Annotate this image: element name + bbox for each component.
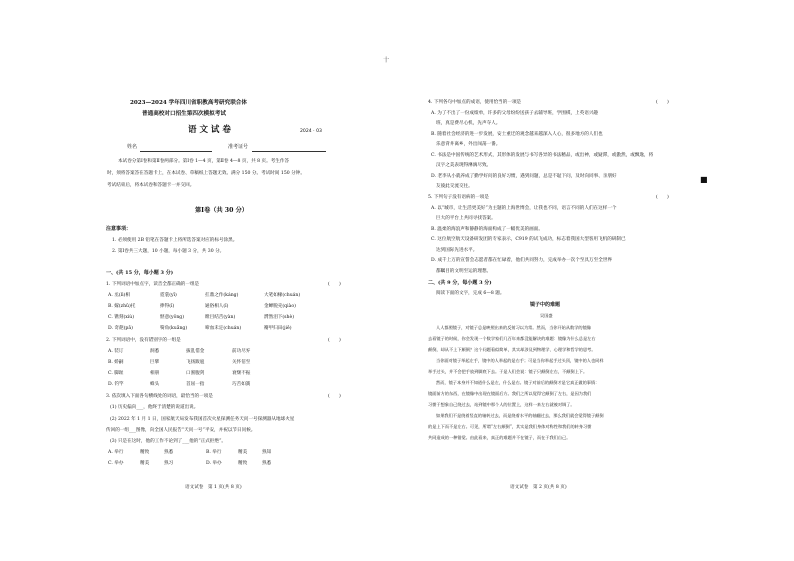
article-line-7: 镜面前方的东西，在镜像中出现在镜面后方。我们之所以觉得它颠倒了左右，是因为我们 [428,391,592,396]
q2-option-b-4: 关怀倍至 [232,360,251,365]
answer-paren-q4: ( ) [656,100,669,105]
q4-line-5: C. 书法是中国传统的艺术形式，其形体的发展与书写各异的书法精品，或出神，或疑滞，或傲然，或飘逸，将 [431,153,654,158]
q3-option-c-2: 精美 [140,461,150,466]
answer-paren-q1: ( ) [328,282,341,287]
intro-line-2: 时，须将答案答在答题卡上，在本试卷、草稿纸上答题无效。满分 150 分。考试时间 150 分钟。 [107,171,305,176]
q3-option-a-3: 熟悉 [164,450,174,455]
q1-option-c-2: 惬意(yǒng) [160,315,185,320]
section1-title: 一、(共 15 分，每小题 3 分) [106,270,174,276]
q5-line-3: B. 温柔的海浪声和静静的海面构成了一幅优美的画面。 [431,227,543,232]
q4-line-1: A. 为了不出了一份成绩单，许多的父母纷纷送孩子去辅导班，学围棋，上英语兴趣 [431,111,599,116]
q5-line-6: D. 成千上万的宣誓会志愿者都在忙碌着，他们共同努力，完成举办一次个至具万至全世界 [431,258,613,263]
question-3: 3. 依次填入下面各句横线处的词语，最恰当的一项是 [106,394,213,399]
article-line-11: 共同造成的一种错觉。由此看来，真正的难题并不在镜子，而在于我们自己。 [428,435,571,440]
q4-line-4: 乐意背井离乡，外出闯荡一番。 [436,142,501,147]
article-line-1: 人人都照镜子，对镜子总是映照出来的反射习以为常。然而，当你开始从数学的镜像 [436,325,591,330]
q5-line-2: 巨大的平台上共同寻找答案。 [436,216,496,221]
q3-option-d-3: 熟悉 [262,461,272,466]
q1-option-b-4: 金蝉脱壳(qiào) [264,304,296,309]
question-2: 2. 下列词语中，没有错别字的一组是 [106,338,181,343]
article-line-5: 举手过头，并不会把手放到脚底下去。于是人们会说：镜子只颠倒左右，不颠倒上下。 [428,369,588,374]
part1-title: 第Ⅰ卷（共 30 分） [195,207,248,214]
q2-option-a-1: A. 装订 [108,349,124,354]
name-label: 姓名 [127,144,138,150]
article-line-2: 去看镜子的时候，你会发现一个数学家们几百年来都没能解决的难题：镜像为什么总是左右 [428,336,596,341]
q2-option-c-3: 口蜜腹剑 [186,371,205,376]
question-5: 5. 下列句子没有语病的一项是 [428,195,489,200]
q3-option-b-3: 熟知 [262,450,272,455]
q5-line-1: A. 以“城市，让生活更美好”为主题的上海世博会，让我也不同，语言不同的人们在这样一个 [431,206,617,211]
article-line-4: 当你面对镜子举起左手，镜中的人举起的是右手；可是当你举起手过头顶，镜中的人也同样 [436,358,604,363]
q1-option-a-2: 霓裳(yī) [160,293,177,298]
article-line-6: 然而，镜子本身并不知道什么是左，什么是右。镜子对前后的颠倒才是它真正做的事情： [436,380,600,385]
ticket-label: 准考证号 [228,144,249,150]
page-footer-right: 语文试卷 第 2 页(共 8 页) [510,485,567,490]
article-line-10: 的是上下而不是左右。可见，所谓“左右颠倒”，其实是我们身体对称性和我们的转身习惯 [428,424,592,429]
q2-option-d-1: D. 钓竿 [108,382,124,387]
q4-line-8: 友彼此交流交往。 [436,184,473,189]
subject-title: 语 文 试 卷 [188,125,231,135]
notes-title: 注意事项： [106,226,132,232]
note-2: 2. 第Ⅰ卷共三大题，10 小题，每小题 3 分，共 30 分。 [112,249,225,254]
reading-intro: 阅读下面的文字，完成 6—8 题。 [436,291,505,296]
q1-option-c-1: C. 镌刻(xiù) [108,315,135,320]
q5-line-7: 都瞩目的文明至运的理想。 [436,269,492,274]
q1-option-b-3: 通俗相人(ǐ) [205,304,229,309]
ticket-field-line [252,151,326,152]
q3-option-a-1: A. 举行 [108,450,124,455]
exam-date: 2024 · 03 [300,129,322,134]
q2-option-b-3: 飞扬跋扈 [186,360,205,365]
q4-line-3: B. 随着社会经济的进一步发展，安土重迁的观念越来越深入人心，很多地方的人们也 [431,132,603,137]
intro-line-3: 考试结束后，将本试卷和答题卡一并交回。 [107,183,195,188]
q3-line-2: (2) 2022 年 1 月 1 日，国家航天局发布我国首次火星探测任务天问一号探测器从地球火星 [110,417,295,422]
answer-paren-q2: ( ) [328,338,341,343]
q1-option-c-4: 潸然泪下(shè) [264,315,294,320]
q3-option-d-2: 精致 [238,461,248,466]
top-fold-mark: 十 [383,57,390,64]
q2-option-a-2: 洞悉 [150,349,160,354]
q4-line-2: 班，真是费尽心机，先声夺人。 [436,121,501,126]
q2-option-c-1: C. 脚趾 [108,371,124,376]
q1-option-d-3: 啼血未定(chuán) [205,326,242,331]
q2-option-a-4: 前功尽弃 [232,349,251,354]
q3-option-a-2: 精致 [140,450,150,455]
q2-option-d-3: 首屈一指 [186,382,205,387]
q3-option-d-1: D. 举办 [206,461,222,466]
exam-title-line2: 普通高校对口招生第四次模拟考试 [142,111,226,117]
q1-option-b-2: 捧得(ǐ) [160,304,175,309]
page-footer-left: 语文试卷 第 1 页(共 8 页) [185,485,242,490]
q4-line-6: 汉字之美表现得淋漓尽致。 [436,163,492,168]
q1-option-a-3: 扛鼎之作(káng) [205,293,239,298]
name-field-line [140,151,212,152]
q3-option-b-2: 精美 [238,450,248,455]
q5-line-5: 达到国际先进水平。 [436,248,478,253]
answer-paren-q3: ( ) [328,394,341,399]
article-title: 镜子中的难题 [530,302,561,308]
question-4: 4. 下列各句中加点的成语，使用恰当的一项是 [428,100,522,105]
answer-paren-q5: ( ) [656,195,669,200]
article-line-8: 习惯于想象自己绕过去，站到镜中那个人的位置上，这样一来左右就被对调了。 [428,402,575,407]
q3-option-b-1: B. 举行 [206,450,222,455]
note-1: 1. 必须使用 2B 铅笔在答题卡上将所选答案对应的标号涂黑。 [112,238,238,243]
q1-option-c-3: 瞠目结舌(yàn) [205,315,236,320]
q3-option-c-1: C. 举办 [108,461,124,466]
q3-line-1: (1) 历史偏向___，他终于清楚的说道出说。 [110,405,199,410]
q2-option-d-2: 蜂头 [150,382,160,387]
q2-option-a-3: 拔乱借金 [186,349,205,354]
q4-line-7: D. 老李从小就养成了勤学好问的良好习惯，遇到问题，总是不耻下问，及时向同事、亲朋好 [431,174,617,179]
side-square-mark: ■ [700,175,708,184]
article-line-3: 颠倒，却从不上下颠倒？这个问题看似简单，其实却涉及到物理学、心理学和哲学的思考。 [428,347,596,352]
q1-option-d-4: 瓣甲归田(jiě) [264,326,292,331]
q2-option-c-4: 衰颓不振 [232,371,251,376]
q5-line-4: C. 这位航空航天设备研发团的专家表示，C919 的试飞成功，标志着我国大型客用飞机的研制已 [431,237,626,242]
intro-line-1: 本试卷分第Ⅰ卷和第Ⅱ卷两部分。第Ⅰ卷 1—4 页，第Ⅱ卷 4—8 页，共 8 页。考生作答 [118,159,290,164]
q2-option-b-1: B. 娇嗣 [108,360,124,365]
q1-option-a-1: A. 丞(lì)相 [108,293,130,298]
q2-option-d-4: 巧舌如簧 [232,382,251,387]
q2-option-c-2: 相册 [150,371,160,376]
section2-title: 二、(共 9 分，每小题 3 分) [428,280,492,286]
q3-line-4: (3) 只是在这时，他的工作不论到了___他的“正式拒绝”。 [110,439,227,444]
q1-option-b-1: B. 嫁(zhǔ)托 [108,304,136,309]
q1-option-a-4: 大笔如椽(chuán) [264,293,301,298]
q3-option-c-3: 熟习 [164,461,174,466]
question-1: 1. 下列词语中加点字，读音全都正确的一组是 [106,282,200,287]
exam-title-line1: 2023—2024 学年四川省职教高考研究联合体 [130,100,247,106]
article-author: 吴国盛 [540,313,553,318]
q1-option-d-2: 犄角(kuǎng) [160,326,188,331]
q2-option-b-2: 巨擘 [150,360,160,365]
article-line-9: 如果我们不是绕着竖直的轴转过去，而是绕着水平的轴翻过去，那么我们就会觉得镜子颠倒 [436,413,604,418]
q1-option-d-1: D. 奇葩(pā) [108,326,133,331]
q3-line-3: 传回的一组___图像，向全国人民报告“天问一号”平安，并祝以节日问候。 [106,428,256,433]
